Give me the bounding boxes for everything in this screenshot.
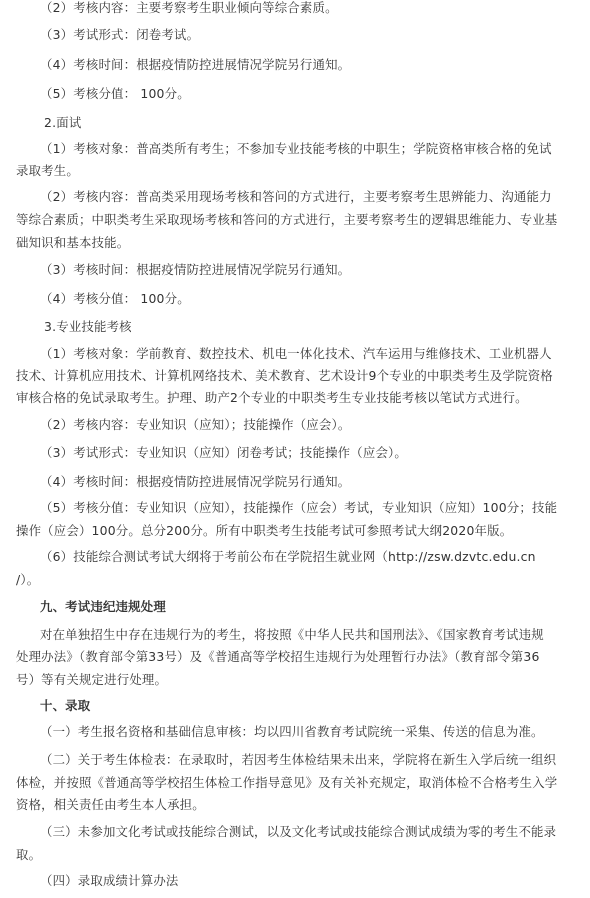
text-line: 审核合格的免试录取考生。护理、助产2个专业的中职类考生专业技能考核以笔试方式进行。 — [16, 390, 528, 405]
text-line: （6）技能综合测试考试大纲将于考前公布在学院招生就业网（http://zsw.dzvtc.edu.cn — [40, 549, 536, 564]
text-line: 操作（应会）100分。总分200分。所有中职类考生技能考试可参照考试大纲2020年版。 — [16, 523, 513, 538]
text-line: 对在单独招生中存在违规行为的考生，将按照《中华人民共和国刑法》、《国家教育考试违规 — [40, 627, 544, 642]
text-line: （3）考核时间：根据疫情防控进展情况学院另行通知。 — [40, 262, 351, 277]
text-line: 号）等有关规定进行处理。 — [16, 672, 168, 687]
text-line: 体检，并按照《普通高等学校招生体检工作指导意见》及有关补充规定，取消体检不合格考生入学 — [16, 775, 558, 790]
text-line: （2）考核内容：普高类采用现场考核和答问的方式进行，主要考察考生思辨能力、沟通能力 — [40, 189, 552, 204]
text-line: 础知识和基本技能。 — [16, 235, 130, 250]
text-line: （二）关于考生体检表：在录取时，若因考生体检结果未出来，学院将在新生入学后统一组织 — [40, 752, 557, 767]
text-line: （4）考核分值： 100分。 — [40, 291, 190, 306]
chapter-heading: 九、考试违纪违规处理 — [40, 599, 166, 614]
text-line: 资格，相关责任由考生本人承担。 — [16, 797, 205, 812]
section-heading: 3.专业技能考核 — [44, 319, 132, 334]
chapter-heading: 十、录取 — [40, 698, 91, 713]
section-heading: 2.面试 — [44, 115, 82, 130]
text-line: 技术、计算机应用技术、计算机网络技术、美术教育、艺术设计9个专业的中职类考生及学院资格 — [16, 368, 553, 383]
text-line: （1）考核对象：普高类所有考生；不参加专业技能考核的中职生；学院资格审核合格的免试 — [40, 141, 552, 156]
text-line: （1）考核对象：学前教育、数控技术、机电一体化技术、汽车运用与维修技术、工业机器人 — [40, 346, 552, 361]
text-line: （2）考核内容：专业知识（应知）；技能操作（应会）。 — [40, 417, 351, 432]
text-line: 取。 — [16, 847, 42, 862]
text-line: 等综合素质；中职类考生采取现场考核和答问的方式进行，主要考察考生的逻辑思维能力、专业基 — [16, 212, 558, 227]
text-line: （3）考试形式：专业知识（应知）闭卷考试；技能操作（应会）。 — [40, 445, 408, 460]
text-line: （5）考核分值： 100分。 — [40, 86, 190, 101]
text-line: （2）考核内容：主要考察考生职业倾向等综合素质。 — [40, 0, 338, 15]
text-line: （一）考生报名资格和基础信息审核：均以四川省教育考试院统一采集、传送的信息为准。 — [40, 724, 544, 739]
text-line: 处理办法》（教育部令第33号）及《普通高等学校招生违规行为处理暂行办法》（教育部令第36 — [16, 649, 540, 664]
text-line: （四）录取成绩计算办法 — [40, 873, 179, 888]
text-line: （3）考试形式：闭卷考试。 — [40, 27, 200, 42]
text-line: （三）未参加文化考试或技能综合测试，以及文化考试或技能综合测试成绩为零的考生不能录 — [40, 824, 557, 839]
text-line: 录取考生。 — [16, 163, 79, 178]
text-line: （4）考核时间：根据疫情防控进展情况学院另行通知。 — [40, 57, 351, 72]
text-line: （4）考核时间：根据疫情防控进展情况学院另行通知。 — [40, 474, 351, 489]
text-line: （5）考核分值：专业知识（应知），技能操作（应会）考试，专业知识（应知）100分；技能 — [40, 500, 558, 515]
text-line: /）。 — [16, 572, 40, 587]
